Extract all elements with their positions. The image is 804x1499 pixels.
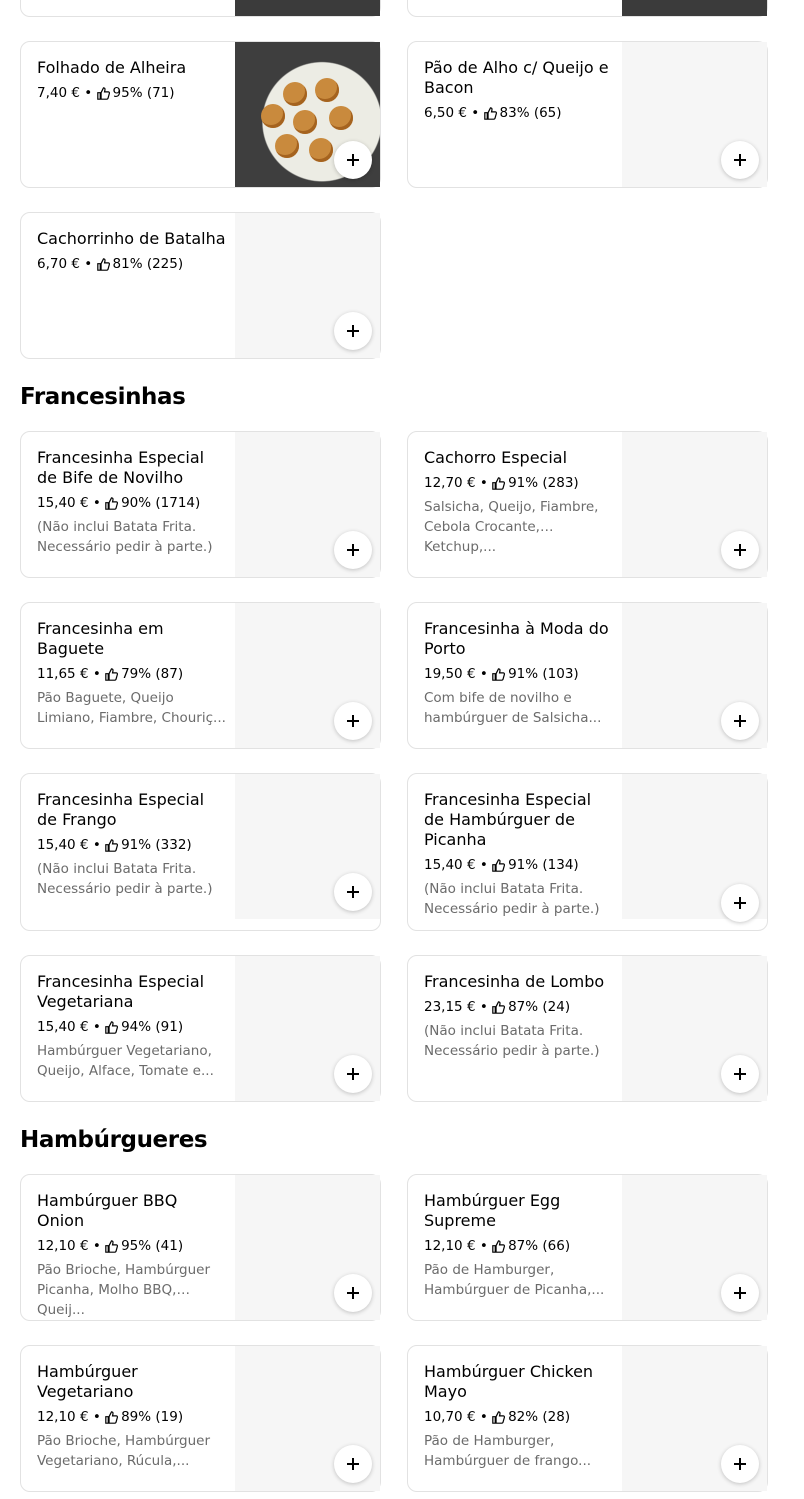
add-button[interactable]	[334, 141, 372, 179]
item-description: Pão de Hamburger, Hambúrguer de frango...	[424, 1433, 592, 1469]
item-price: 15,40 €	[37, 837, 89, 853]
item-price: 10,70 €	[424, 1409, 476, 1425]
item-name: Francesinha Especial de Bife de Novilho	[37, 448, 205, 487]
item-rating: 90% (1714)	[121, 495, 201, 511]
item-description: (Não inclui Batata Frita. Necessário pedir à parte.)	[424, 881, 600, 917]
item-price: 19,50 €	[424, 666, 476, 682]
item-meta: 11,65 € • 79% (87)	[37, 666, 184, 682]
menu-item-card[interactable]	[407, 773, 768, 931]
item-price: 11,65 €	[37, 666, 89, 682]
thumbs-up-icon	[105, 1240, 118, 1253]
add-button[interactable]	[334, 1274, 372, 1312]
menu-item-card[interactable]	[20, 212, 381, 359]
add-button[interactable]	[721, 702, 759, 740]
item-name: Hambúrguer Egg Supreme	[424, 1191, 561, 1230]
item-price: 12,70 €	[424, 475, 476, 491]
menu-item-card[interactable]	[407, 41, 768, 188]
item-meta: 23,15 € • 87% (24)	[424, 999, 571, 1015]
add-button[interactable]	[721, 1055, 759, 1093]
add-button[interactable]	[721, 1445, 759, 1483]
item-price: 12,10 €	[37, 1238, 89, 1254]
item-rating: 79% (87)	[121, 666, 184, 682]
item-rating: 95% (41)	[121, 1238, 184, 1254]
item-description: Hambúrguer Vegetariano, Queijo, Alface, Tomate e...	[37, 1043, 214, 1079]
menu-item-card[interactable]	[407, 602, 768, 749]
item-name: Francesinha de Lombo	[424, 972, 605, 991]
item-rating: 94% (91)	[121, 1019, 184, 1035]
add-button[interactable]	[721, 141, 759, 179]
item-name: Hambúrguer BBQ Onion	[37, 1191, 178, 1230]
menu-item-card[interactable]	[407, 0, 768, 17]
add-button[interactable]	[334, 312, 372, 350]
item-name: Cachorrinho de Batalha	[37, 229, 226, 248]
item-meta: 6,70 € • 81% (225)	[37, 256, 184, 272]
menu-item-card[interactable]	[407, 1174, 768, 1321]
add-button[interactable]	[334, 1445, 372, 1483]
menu-item-card[interactable]	[407, 1345, 768, 1492]
plus-icon	[347, 1458, 359, 1470]
item-price: 15,40 €	[424, 857, 476, 873]
thumbs-up-icon	[492, 859, 505, 872]
thumbs-up-icon	[492, 477, 505, 490]
item-meta: 15,40 € • 94% (91)	[37, 1019, 184, 1035]
thumbs-up-icon	[484, 107, 497, 120]
plus-icon	[347, 154, 359, 166]
item-rating: 83% (65)	[499, 105, 562, 121]
plus-icon	[347, 1068, 359, 1080]
item-rating: 87% (24)	[508, 999, 571, 1015]
menu-item-card[interactable]	[407, 431, 768, 578]
item-description: Pão Brioche, Hambúrguer Vegetariano, Rúcula,...	[37, 1433, 211, 1469]
thumbs-up-icon	[105, 668, 118, 681]
add-button[interactable]	[334, 702, 372, 740]
thumbs-up-icon	[492, 1001, 505, 1014]
item-description: Pão Baguete, Queijo Limiano, Fiambre, Chouriç...	[37, 690, 226, 726]
item-rating: 89% (19)	[121, 1409, 184, 1425]
plus-icon	[734, 544, 746, 556]
item-name: Francesinha Especial de Hambúrguer de Picanha	[424, 790, 592, 849]
item-meta: 7,40 € • 95% (71)	[37, 85, 175, 101]
plus-icon	[734, 1458, 746, 1470]
thumbs-up-icon	[105, 1411, 118, 1424]
item-price: 15,40 €	[37, 495, 89, 511]
thumbs-up-icon	[492, 1411, 505, 1424]
item-name: Folhado de Alheira	[37, 58, 187, 77]
item-photo	[235, 0, 380, 16]
item-rating: 91% (332)	[121, 837, 192, 853]
plus-icon	[734, 1068, 746, 1080]
item-description: (Não inclui Batata Frita. Necessário pedir à parte.)	[37, 861, 213, 897]
thumbs-up-icon	[105, 1021, 118, 1034]
thumbs-up-icon	[97, 87, 110, 100]
item-meta: 19,50 € • 91% (103)	[424, 666, 579, 682]
item-rating: 81% (225)	[112, 256, 184, 272]
menu-item-card[interactable]	[20, 431, 381, 578]
item-name: Hambúrguer Vegetariano	[37, 1362, 138, 1401]
plus-icon	[347, 1287, 359, 1299]
item-price: 6,70 €	[37, 256, 80, 272]
item-name: Pão de Alho c/ Queijo e Bacon	[424, 58, 609, 97]
menu-item-card[interactable]	[20, 1345, 381, 1492]
item-rating: 82% (28)	[508, 1409, 571, 1425]
thumbs-up-icon	[105, 839, 118, 852]
item-description: Com bife de novilho e hambúrguer de Salsicha...	[424, 690, 602, 726]
section-title-francesinhas: Francesinhas	[20, 384, 186, 410]
item-price: 15,40 €	[37, 1019, 89, 1035]
item-meta: 15,40 € • 91% (134)	[424, 857, 579, 873]
item-name: Hambúrguer Chicken Mayo	[424, 1362, 594, 1401]
item-price: 6,50 €	[424, 105, 467, 121]
item-name: Francesinha à Moda do Porto	[424, 619, 609, 658]
item-name: Cachorro Especial	[424, 448, 568, 467]
menu-item-card[interactable]	[20, 602, 381, 749]
plus-icon	[734, 1287, 746, 1299]
item-price: 12,10 €	[424, 1238, 476, 1254]
menu-item-card[interactable]	[20, 1174, 381, 1321]
section-title-hamburgueres: Hambúrgueres	[20, 1127, 208, 1153]
plus-icon	[347, 715, 359, 727]
menu-item-card[interactable]	[20, 41, 381, 188]
add-button[interactable]	[721, 1274, 759, 1312]
item-description: Salsicha, Queijo, Fiambre, Cebola Crocante, Ketchup,...	[424, 499, 599, 555]
menu-item-card[interactable]	[20, 955, 381, 1102]
plus-icon	[347, 325, 359, 337]
item-rating: 91% (283)	[508, 475, 579, 491]
item-price: 7,40 €	[37, 85, 80, 101]
thumbs-up-icon	[97, 258, 110, 271]
item-photo	[622, 0, 767, 16]
item-description: Pão de Hamburger, Hambúrguer de Picanha,...	[424, 1262, 605, 1298]
add-button[interactable]	[334, 531, 372, 569]
item-description: (Não inclui Batata Frita. Necessário pedir à parte.)	[424, 1023, 600, 1059]
item-meta: 10,70 € • 82% (28)	[424, 1409, 571, 1425]
plus-icon	[734, 897, 746, 909]
item-description: (Não inclui Batata Frita. Necessário pedir à parte.)	[37, 519, 213, 555]
thumbs-up-icon	[492, 668, 505, 681]
item-meta: 15,40 € • 90% (1714)	[37, 495, 201, 511]
menu-item-card[interactable]	[407, 955, 768, 1102]
add-button[interactable]	[334, 1055, 372, 1093]
thumbs-up-icon	[105, 497, 118, 510]
plus-icon	[347, 886, 359, 898]
item-meta: 15,40 € • 91% (332)	[37, 837, 192, 853]
item-name: Francesinha em Baguete	[37, 619, 164, 658]
item-meta: 12,10 € • 89% (19)	[37, 1409, 184, 1425]
item-price: 23,15 €	[424, 999, 476, 1015]
add-button[interactable]	[334, 873, 372, 911]
plus-icon	[734, 715, 746, 727]
item-meta: 12,10 € • 87% (66)	[424, 1238, 571, 1254]
item-meta: 12,70 € • 91% (283)	[424, 475, 579, 491]
item-name: Francesinha Especial de Frango	[37, 790, 205, 829]
item-meta: 6,50 € • 83% (65)	[424, 105, 562, 121]
add-button[interactable]	[721, 531, 759, 569]
menu-item-card[interactable]	[20, 0, 381, 17]
item-rating: 95% (71)	[112, 85, 175, 101]
thumbs-up-icon	[492, 1240, 505, 1253]
item-rating: 91% (134)	[508, 857, 579, 873]
plus-icon	[734, 154, 746, 166]
item-description: Pão Brioche, Hambúrguer Picanha, Molho BBQ, Queij...	[37, 1262, 211, 1318]
item-meta: 12,10 € • 95% (41)	[37, 1238, 184, 1254]
plus-icon	[347, 544, 359, 556]
item-name: Francesinha Especial Vegetariana	[37, 972, 205, 1011]
item-price: 12,10 €	[37, 1409, 89, 1425]
add-button[interactable]	[721, 884, 759, 922]
item-rating: 87% (66)	[508, 1238, 571, 1254]
item-rating: 91% (103)	[508, 666, 579, 682]
menu-item-card[interactable]	[20, 773, 381, 931]
